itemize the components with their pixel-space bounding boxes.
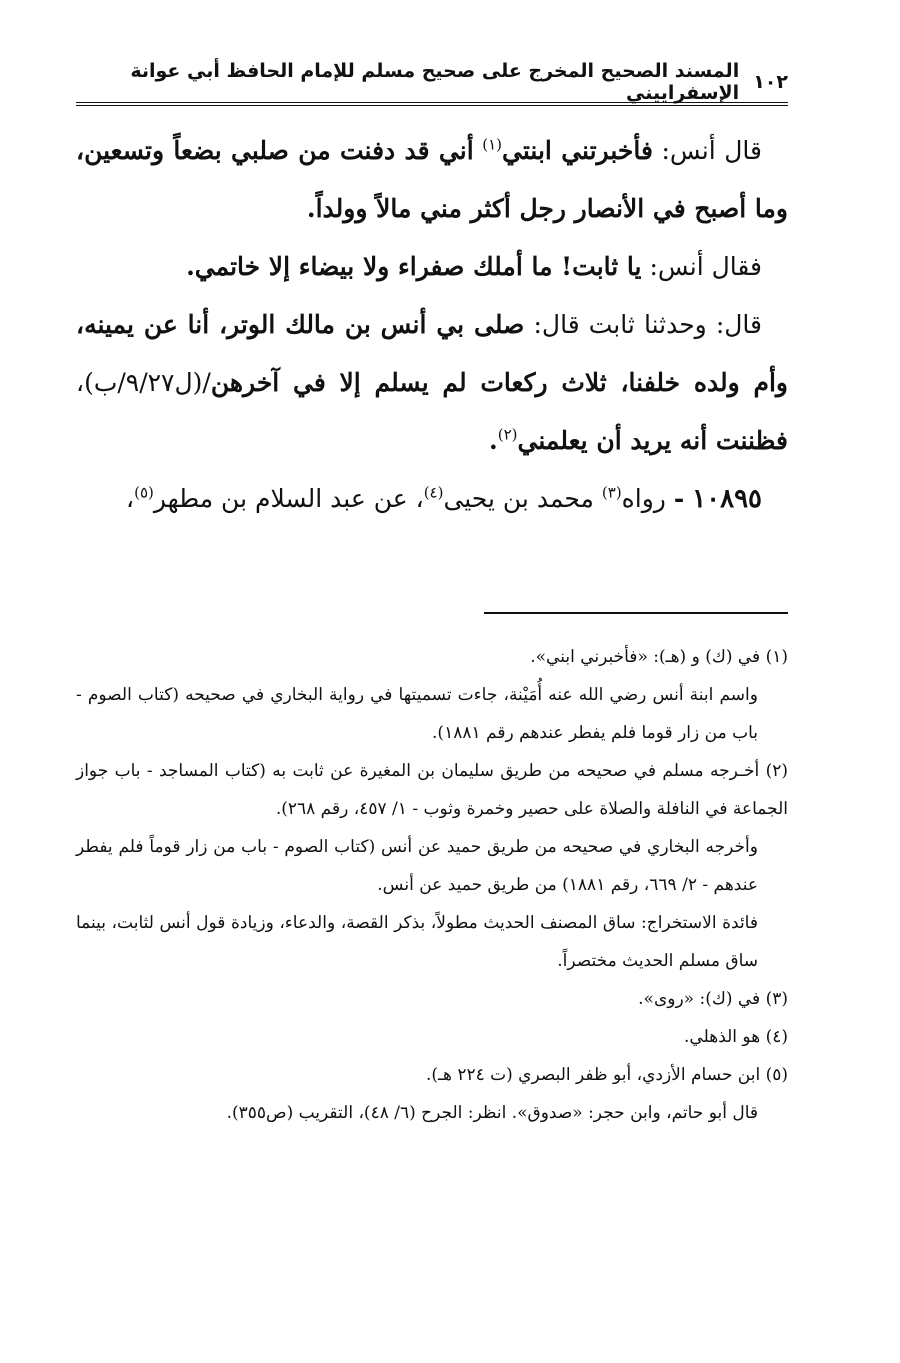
paragraph-3 [76,296,788,470]
p3-end: . [489,426,498,455]
p3-quote-a: صلى بي أنس بن مالك الوتر، أنا عن يمينه، وأم ولده خلفنا، ثلاث ركعات لم يسلم إلا في آخرهن [76,310,788,397]
footnote-1-continued: واسم ابنة أنس رضي الله عنه أُمَيْنة، جاءت تسميتها في رواية البخاري في صحيحه (كتاب الصوم - باب من زار قوما فلم يفطر عندهم رقم ١٨٨١). [76,685,758,743]
footnote-ref-5[interactable]: (٥) [134,483,154,502]
running-header [76,62,788,106]
page-number: ١٠٢ [753,71,788,93]
manuscript-ref: /(ل٩/٢٧/ب)، [76,368,211,397]
paragraph-1 [76,122,788,238]
footnote-ref-2[interactable]: (٢) [497,425,518,444]
book-title: المسند الصحيح المخرج على صحيح مسلم للإمام الحافظ أبي عوانة الإسفراييني [130,60,740,104]
footnote-5: (٥) ابن حسام الأزدي، أبو ظفر البصري (ت ٢٢٤ هـ). [425,1065,788,1085]
footnote-3: (٣) في (ك): «روى». [638,989,788,1009]
p1-quote-a: فأخبرتني ابنتي [502,136,653,165]
p4-text-2: محمد بن يحيى [443,484,594,513]
paragraph-4 [76,470,788,528]
footnote-ref-1[interactable]: (١) [482,135,503,154]
footnote-ref-3[interactable]: (٣) [601,483,622,502]
p4-text-4: ، [126,484,135,513]
footnote-1: (١) في (ك) و (هـ): «فأخبرني ابني». [530,647,788,667]
p2-intro: فقال أنس: [649,252,762,281]
p2-quote: يا ثابت! ما أملك صفراء ولا بيضاء إلا خاتمي. [186,252,642,281]
main-text [76,122,788,528]
p4-text-1: رواه [621,484,666,513]
footnotes [76,638,788,1132]
hadith-dash: - [673,484,685,513]
p4-text-3: ، عن عبد السلام بن مطهر [153,484,424,513]
footnote-ref-4[interactable]: (٤) [423,483,444,502]
p3-intro: قال: وحدثنا ثابت قال: [533,310,763,339]
paragraph-2 [76,238,788,296]
footnote-2: (٢) أخـرجه مسلم في صحيحه من طريق سليمان بن المغيرة عن ثابت به (كتاب المساجد - باب جواز الجماعة في النافلة والصلاة على حصير وخمرة وثوب - ١/ ٤٥٧، رقم ٢٦٨). [76,761,788,819]
footnote-2-continued-a: وأخرجه البخاري في صحيحه من طريق حميد عن أنس (كتاب الصوم - باب من زار قوماً فلم يفطر عندهم - ٢/ ٦٦٩، رقم ١٨٨١) من طريق حميد عن أنس. [76,837,758,895]
p1-intro: قال أنس: [661,136,762,165]
footnote-5-continued: قال أبو حاتم، وابن حجر: «صدوق». انظر: الجرح (٦/ ٤٨)، التقريب (ص٣٥٥). [226,1103,758,1123]
footnote-2-continued-b: فائدة الاستخراج: ساق المصنف الحديث مطولاً، بذكر القصة، والدعاء، وزيادة قول أنس لثابت، بينما ساق مسلم الحديث مختصراً. [76,913,758,971]
footnote-4: (٤) هو الذهلي. [684,1027,788,1047]
p3-quote-b: فظننت أنه يريد أن يعلمني [517,426,788,455]
p1-quote-b: أني قد دفنت من صلبي بضعاً وتسعين، وما أصبح في الأنصار رجل أكثر مني مالاً وولداً. [76,136,788,223]
hadith-number: ١٠٨٩٥ [692,484,762,514]
footnote-divider [484,612,788,614]
